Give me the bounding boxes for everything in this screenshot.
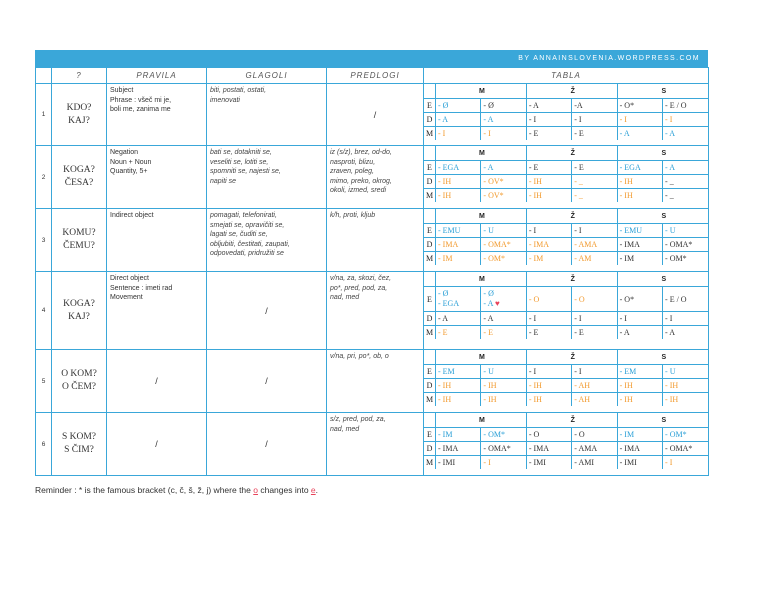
col-predlogi: PREDLOGI xyxy=(327,68,424,84)
ending-cell: - E xyxy=(526,127,571,141)
ending-cell: - A xyxy=(436,312,481,326)
ending-cell: - A xyxy=(663,127,708,141)
case-question: S KOM? S ČIM? xyxy=(52,413,107,476)
ending-cell: - _ xyxy=(572,175,617,189)
gender-header: S xyxy=(617,146,708,161)
gender-header: Ž xyxy=(526,413,617,428)
corner-cell xyxy=(424,350,436,365)
ending-cell: - OMA* xyxy=(481,238,526,252)
ending-cell: - A xyxy=(526,99,571,113)
ending-cell: - IM xyxy=(617,252,662,266)
ending-cell: - A xyxy=(663,161,708,175)
banner: BY ANNAINSLOVENIA.WORDPRESS.COM xyxy=(35,50,708,67)
case-label: D xyxy=(424,442,436,456)
ending-cell: - O xyxy=(572,287,617,312)
ending-cell: - IH xyxy=(436,175,481,189)
ending-cell: - E / O xyxy=(663,287,708,312)
predlogi-cell: iz (s/z), brez, od-do, nasproti, blizu, zraven, poleg, mimo, preko, okrog, okoli, izmed, sredi xyxy=(327,146,424,209)
col-question: ? xyxy=(52,68,107,84)
case-label: M xyxy=(424,326,436,340)
ending-row xyxy=(424,365,708,379)
ending-cell: - IM xyxy=(436,428,481,442)
ending-cell: - I xyxy=(526,312,571,326)
header-row xyxy=(36,68,709,84)
ending-cell: - IMA xyxy=(617,442,662,456)
ending-cell: - I xyxy=(481,127,526,141)
ending-row xyxy=(424,113,708,127)
ending-cell: - OV* xyxy=(481,175,526,189)
pravila-cell: Subject Phrase : všeč mi je, boli me, zanima me xyxy=(107,84,207,146)
case-row xyxy=(36,272,709,350)
gender-header: S xyxy=(617,413,708,428)
pravila-cell: Negation Noun + Noun Quantity, 5+ xyxy=(107,146,207,209)
case-row xyxy=(36,350,709,413)
ending-cell: - O xyxy=(526,428,571,442)
case-label: D xyxy=(424,175,436,189)
ending-cell: - E xyxy=(572,127,617,141)
footnote-o: o xyxy=(253,485,258,495)
gender-header: S xyxy=(617,209,708,224)
ending-table xyxy=(424,84,708,140)
ending-cell: - Ø - A ♥ xyxy=(481,287,526,312)
ending-cell: - E xyxy=(526,326,571,340)
col-glagoli: GLAGOLI xyxy=(207,68,327,84)
ending-cell: - IMA xyxy=(526,442,571,456)
ending-cell: - OMA* xyxy=(663,238,708,252)
ending-cell: - IM xyxy=(617,428,662,442)
row-number: 3 xyxy=(36,209,52,272)
row-number: 4 xyxy=(36,272,52,350)
case-label: D xyxy=(424,379,436,393)
ending-cell: - E / O xyxy=(663,99,708,113)
ending-table xyxy=(424,209,708,265)
corner-cell xyxy=(424,272,436,287)
glagoli-cell: / xyxy=(207,272,327,350)
tabla-cell xyxy=(424,350,709,413)
row-number: 6 xyxy=(36,413,52,476)
ending-row xyxy=(424,238,708,252)
ending-cell: - IH xyxy=(617,175,662,189)
glagoli-cell: biti, postati, ostati, imenovati xyxy=(207,84,327,146)
gender-header: Ž xyxy=(526,272,617,287)
ending-cell: - O xyxy=(526,287,571,312)
ending-cell: - I xyxy=(526,224,571,238)
gender-header: Ž xyxy=(526,209,617,224)
ending-cell: - OMA* xyxy=(663,442,708,456)
ending-cell: - _ xyxy=(572,189,617,203)
ending-cell: - IH xyxy=(526,379,571,393)
ending-cell: - I xyxy=(617,113,662,127)
ending-cell: - IH xyxy=(663,393,708,407)
corner-cell xyxy=(424,209,436,224)
ending-cell: - O xyxy=(572,428,617,442)
ending-cell: - I xyxy=(663,113,708,127)
ending-cell: - OMA* xyxy=(481,442,526,456)
ending-cell: - Ø xyxy=(481,99,526,113)
ending-cell: - I xyxy=(572,312,617,326)
corner-cell xyxy=(424,146,436,161)
pravila-cell: / xyxy=(107,350,207,413)
ending-cell: - IMI xyxy=(436,456,481,470)
ending-cell: - OM* xyxy=(663,252,708,266)
case-question: KOMU? ČEMU? xyxy=(52,209,107,272)
row-number: 1 xyxy=(36,84,52,146)
ending-cell: - Ø - EGA xyxy=(436,287,481,312)
gender-header: M xyxy=(436,146,527,161)
ending-cell: - OV* xyxy=(481,189,526,203)
gender-header: M xyxy=(436,350,527,365)
ending-cell: - AMI xyxy=(572,456,617,470)
case-question: KOGA? ČESA? xyxy=(52,146,107,209)
ending-cell: - IH xyxy=(663,379,708,393)
case-table xyxy=(35,67,709,476)
ending-cell: - I xyxy=(526,365,571,379)
ending-cell: - AH xyxy=(572,393,617,407)
case-label: M xyxy=(424,456,436,470)
case-label: M xyxy=(424,393,436,407)
ending-table xyxy=(424,272,708,339)
ending-cell: - IM xyxy=(436,252,481,266)
footnote-suffix: . xyxy=(315,485,319,495)
ending-cell: - EMU xyxy=(436,224,481,238)
gender-header: M xyxy=(436,209,527,224)
case-label: E xyxy=(424,99,436,113)
footnote-e: e xyxy=(310,485,316,495)
ending-cell: -A xyxy=(572,99,617,113)
ending-cell: - AMA xyxy=(572,238,617,252)
ending-cell: - A xyxy=(481,113,526,127)
heart-icon: ♥ xyxy=(494,299,500,308)
ending-cell: - IH xyxy=(617,379,662,393)
glagoli-cell: / xyxy=(207,350,327,413)
ending-cell: - IH xyxy=(617,393,662,407)
ending-row xyxy=(424,393,708,407)
ending-row xyxy=(424,252,708,266)
predlogi-cell: v/na, za, skozi, čez, po*, pred, pod, za, nad, med xyxy=(327,272,424,350)
case-label: M xyxy=(424,127,436,141)
case-label: M xyxy=(424,252,436,266)
gender-header: M xyxy=(436,413,527,428)
ending-cell: - U xyxy=(481,224,526,238)
ending-cell: - IMI xyxy=(617,456,662,470)
ending-cell: - Ø xyxy=(436,99,481,113)
case-question: KOGA? KAJ? xyxy=(52,272,107,350)
ending-cell: - IMA xyxy=(436,238,481,252)
ending-cell: - O* xyxy=(617,99,662,113)
gender-header: S xyxy=(617,84,708,99)
ending-cell: - I xyxy=(617,312,662,326)
ending-cell: - _ xyxy=(663,175,708,189)
ending-cell: - OM* xyxy=(663,428,708,442)
ending-cell: - U xyxy=(481,365,526,379)
case-row xyxy=(36,84,709,146)
tabla-cell xyxy=(424,84,709,146)
glagoli-cell: pomagati, telefonirati, smejati se, opravičiti se, lagati se, čuditi se, obljubiti, čestitati, zaupati, odpovedati, pridružiti se xyxy=(207,209,327,272)
footnote xyxy=(35,485,318,495)
ending-row xyxy=(424,312,708,326)
ending-cell: - IH xyxy=(436,393,481,407)
ending-cell: - A xyxy=(663,326,708,340)
gender-header: Ž xyxy=(526,84,617,99)
ending-row xyxy=(424,99,708,113)
case-label: D xyxy=(424,238,436,252)
pravila-cell: / xyxy=(107,413,207,476)
ending-cell: - E xyxy=(572,161,617,175)
ending-cell: - _ xyxy=(663,189,708,203)
ending-row xyxy=(424,287,708,312)
ending-cell: - AM xyxy=(572,252,617,266)
ending-cell: - IMA xyxy=(436,442,481,456)
ending-cell: - IH xyxy=(481,379,526,393)
ending-row xyxy=(424,428,708,442)
row-number: 2 xyxy=(36,146,52,209)
ending-cell: - A xyxy=(481,312,526,326)
ending-table xyxy=(424,413,708,469)
ending-cell: - IH xyxy=(617,189,662,203)
pravila-cell: Direct object Sentence : imeti rad Movement xyxy=(107,272,207,350)
ending-row xyxy=(424,161,708,175)
ending-cell: - I xyxy=(481,456,526,470)
case-label: M xyxy=(424,189,436,203)
gender-header: M xyxy=(436,84,527,99)
case-question: KDO? KAJ? xyxy=(52,84,107,146)
ending-cell: - U xyxy=(663,224,708,238)
ending-cell: - IH xyxy=(481,393,526,407)
ending-cell: - E xyxy=(526,161,571,175)
ending-cell: - EGA xyxy=(436,161,481,175)
gender-header: S xyxy=(617,272,708,287)
ending-row xyxy=(424,189,708,203)
gender-header: Ž xyxy=(526,146,617,161)
col-tabla: TABLA xyxy=(424,68,709,84)
tabla-cell xyxy=(424,209,709,272)
gender-header: M xyxy=(436,272,527,287)
ending-row xyxy=(424,224,708,238)
predlogi-cell: v/na, pri, po*, ob, o xyxy=(327,350,424,413)
ending-cell: - I xyxy=(663,312,708,326)
ending-cell: - AMA xyxy=(572,442,617,456)
ending-row xyxy=(424,127,708,141)
ending-cell: - IH xyxy=(526,393,571,407)
ending-cell: - O* xyxy=(617,287,662,312)
gender-header: Ž xyxy=(526,350,617,365)
case-row xyxy=(36,209,709,272)
pravila-cell: Indirect object xyxy=(107,209,207,272)
ending-row xyxy=(424,379,708,393)
col-pravila: PRAVILA xyxy=(107,68,207,84)
ending-cell: - E xyxy=(481,326,526,340)
ending-row xyxy=(424,326,708,340)
row-number: 5 xyxy=(36,350,52,413)
ending-row xyxy=(424,442,708,456)
case-label: D xyxy=(424,113,436,127)
ending-cell: - IMA xyxy=(526,238,571,252)
col-empty xyxy=(36,68,52,84)
tabla-cell xyxy=(424,272,709,350)
ending-cell: - EMU xyxy=(617,224,662,238)
ending-row xyxy=(424,175,708,189)
case-row xyxy=(36,413,709,476)
case-label: E xyxy=(424,365,436,379)
case-label: E xyxy=(424,428,436,442)
tabla-cell xyxy=(424,146,709,209)
ending-cell: - AH xyxy=(572,379,617,393)
ending-table xyxy=(424,146,708,202)
ending-cell: - U xyxy=(663,365,708,379)
corner-cell xyxy=(424,84,436,99)
footnote-prefix: Reminder : * is the famous bracket (c, č, š, ž, j) where the xyxy=(35,485,254,495)
ending-cell: - I xyxy=(526,113,571,127)
ending-cell: - OM* xyxy=(481,428,526,442)
glagoli-cell: bati se, dotakniti se, veseliti se, lotiti se, spomniti se, najesti se, napiti se xyxy=(207,146,327,209)
glagoli-cell: / xyxy=(207,413,327,476)
ending-cell: - I xyxy=(572,365,617,379)
ending-cell: - E xyxy=(436,326,481,340)
footnote-middle: changes into xyxy=(257,485,311,495)
ending-cell: - IMA xyxy=(617,238,662,252)
ending-cell: - A xyxy=(436,113,481,127)
ending-cell: - IH xyxy=(436,379,481,393)
tabla-cell xyxy=(424,413,709,476)
case-label: D xyxy=(424,312,436,326)
predlogi-cell: k/h, proti, kljub xyxy=(327,209,424,272)
ending-cell: - E xyxy=(572,326,617,340)
ending-cell: - IMI xyxy=(526,456,571,470)
ending-cell: - IH xyxy=(526,189,571,203)
ending-cell: - I xyxy=(663,456,708,470)
case-label: E xyxy=(424,161,436,175)
ending-cell: - A xyxy=(617,127,662,141)
ending-cell: - I xyxy=(572,113,617,127)
corner-cell xyxy=(424,413,436,428)
ending-cell: - EM xyxy=(436,365,481,379)
case-label: E xyxy=(424,287,436,312)
ending-cell: - IH xyxy=(526,175,571,189)
case-question: O KOM? O ČEM? xyxy=(52,350,107,413)
ending-cell: - OM* xyxy=(481,252,526,266)
ending-cell: - A xyxy=(617,326,662,340)
predlogi-cell: / xyxy=(327,84,424,146)
ending-cell: - EGA xyxy=(617,161,662,175)
predlogi-cell: s/z, pred, pod, za, nad, med xyxy=(327,413,424,476)
ending-cell: - I xyxy=(436,127,481,141)
ending-table xyxy=(424,350,708,406)
ending-cell: - A xyxy=(481,161,526,175)
ending-row xyxy=(424,456,708,470)
ending-cell: - IH xyxy=(436,189,481,203)
ending-cell: - I xyxy=(572,224,617,238)
case-label: E xyxy=(424,224,436,238)
ending-cell: - IM xyxy=(526,252,571,266)
gender-header: S xyxy=(617,350,708,365)
case-row xyxy=(36,146,709,209)
grammar-sheet xyxy=(35,50,708,476)
ending-cell: - EM xyxy=(617,365,662,379)
